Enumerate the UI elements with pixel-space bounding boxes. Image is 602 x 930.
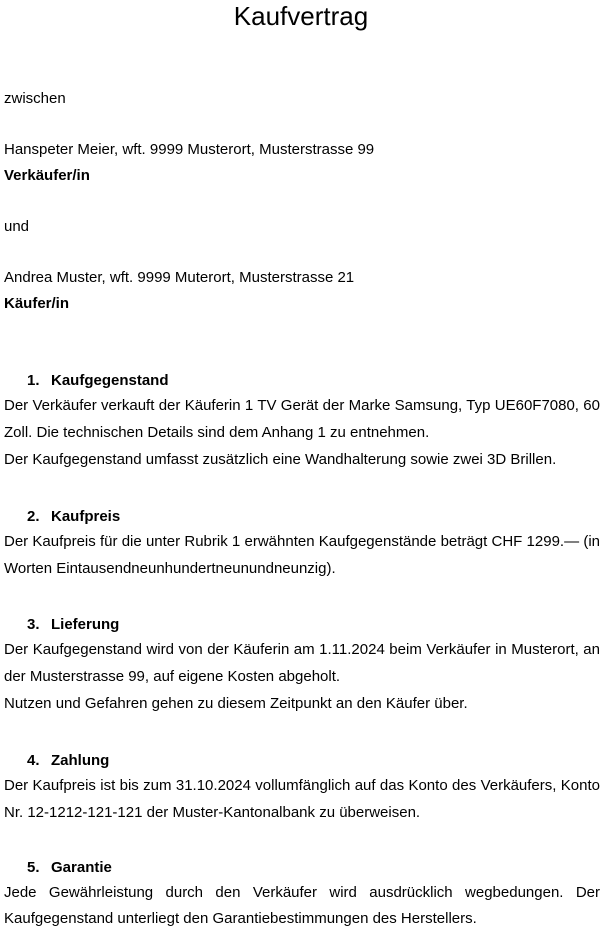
- section-title: Lieferung: [51, 616, 120, 633]
- document-title: Kaufvertrag: [233, 1, 369, 31]
- section-heading-kaufpreis: [27, 508, 120, 526]
- section-line: Der Kaufpreis für die unter Rubrik 1 erwähnten Kaufgegenstände beträgt CHF 1299.— (in: [4, 533, 600, 550]
- section-line: der Musterstrasse 99, auf eigene Kosten abgeholt.: [4, 668, 341, 685]
- section-number: 5.: [27, 859, 40, 876]
- section-number: 2.: [27, 508, 40, 525]
- section-line: Nutzen und Gefahren gehen zu diesem Zeitpunkt an den Käufer über.: [4, 695, 468, 712]
- section-number: 3.: [27, 616, 40, 633]
- section-line: Jede Gewährleistung durch den Verkäufer wird ausdrücklich wegbedungen. Der: [4, 884, 600, 901]
- section-heading-garantie: [27, 859, 112, 877]
- section-title: Zahlung: [51, 752, 110, 769]
- seller-address: Hanspeter Meier, wft. 9999 Musterort, Musterstrasse 99: [4, 141, 375, 158]
- buyer-role: Käufer/in: [4, 295, 70, 312]
- section-heading-lieferung: [27, 616, 119, 634]
- section-line: Der Kaufgegenstand umfasst zusätzlich eine Wandhalterung sowie zwei 3D Brillen.: [4, 451, 557, 468]
- and-label: und: [4, 218, 30, 235]
- section-title: Garantie: [51, 859, 112, 876]
- section-title: Kaufpreis: [51, 508, 121, 525]
- section-line: Der Kaufpreis ist bis zum 31.10.2024 vollumfänglich auf das Konto des Verkäufers, Konto: [4, 777, 600, 794]
- section-heading-kaufgegenstand: [27, 372, 169, 390]
- seller-role: Verkäufer/in: [4, 167, 90, 184]
- section-heading-zahlung: [27, 752, 109, 770]
- section-line: Der Kaufgegenstand wird von der Käuferin am 1.11.2024 beim Verkäufer in Musterort, an: [4, 641, 600, 658]
- buyer-address: Andrea Muster, wft. 9999 Muterort, Musterstrasse 21: [4, 269, 355, 286]
- section-line: Nr. 12-1212-121-121 der Muster-Kantonalbank zu überweisen.: [4, 804, 421, 821]
- section-number: 4.: [27, 752, 40, 769]
- section-line: Zoll. Die technischen Details sind dem Anhang 1 zu entnehmen.: [4, 424, 430, 441]
- between-label: zwischen: [4, 90, 66, 107]
- section-line: Worten Eintausendneunhundertneunundneunzig).: [4, 560, 336, 577]
- section-line: Kaufgegenstand unterliegt den Garantiebestimmungen des Herstellers.: [4, 910, 477, 927]
- section-title: Kaufgegenstand: [51, 372, 169, 389]
- section-line: Der Verkäufer verkauft der Käuferin 1 TV Gerät der Marke Samsung, Typ UE60F7080, 60: [4, 397, 600, 414]
- section-number: 1.: [27, 372, 40, 389]
